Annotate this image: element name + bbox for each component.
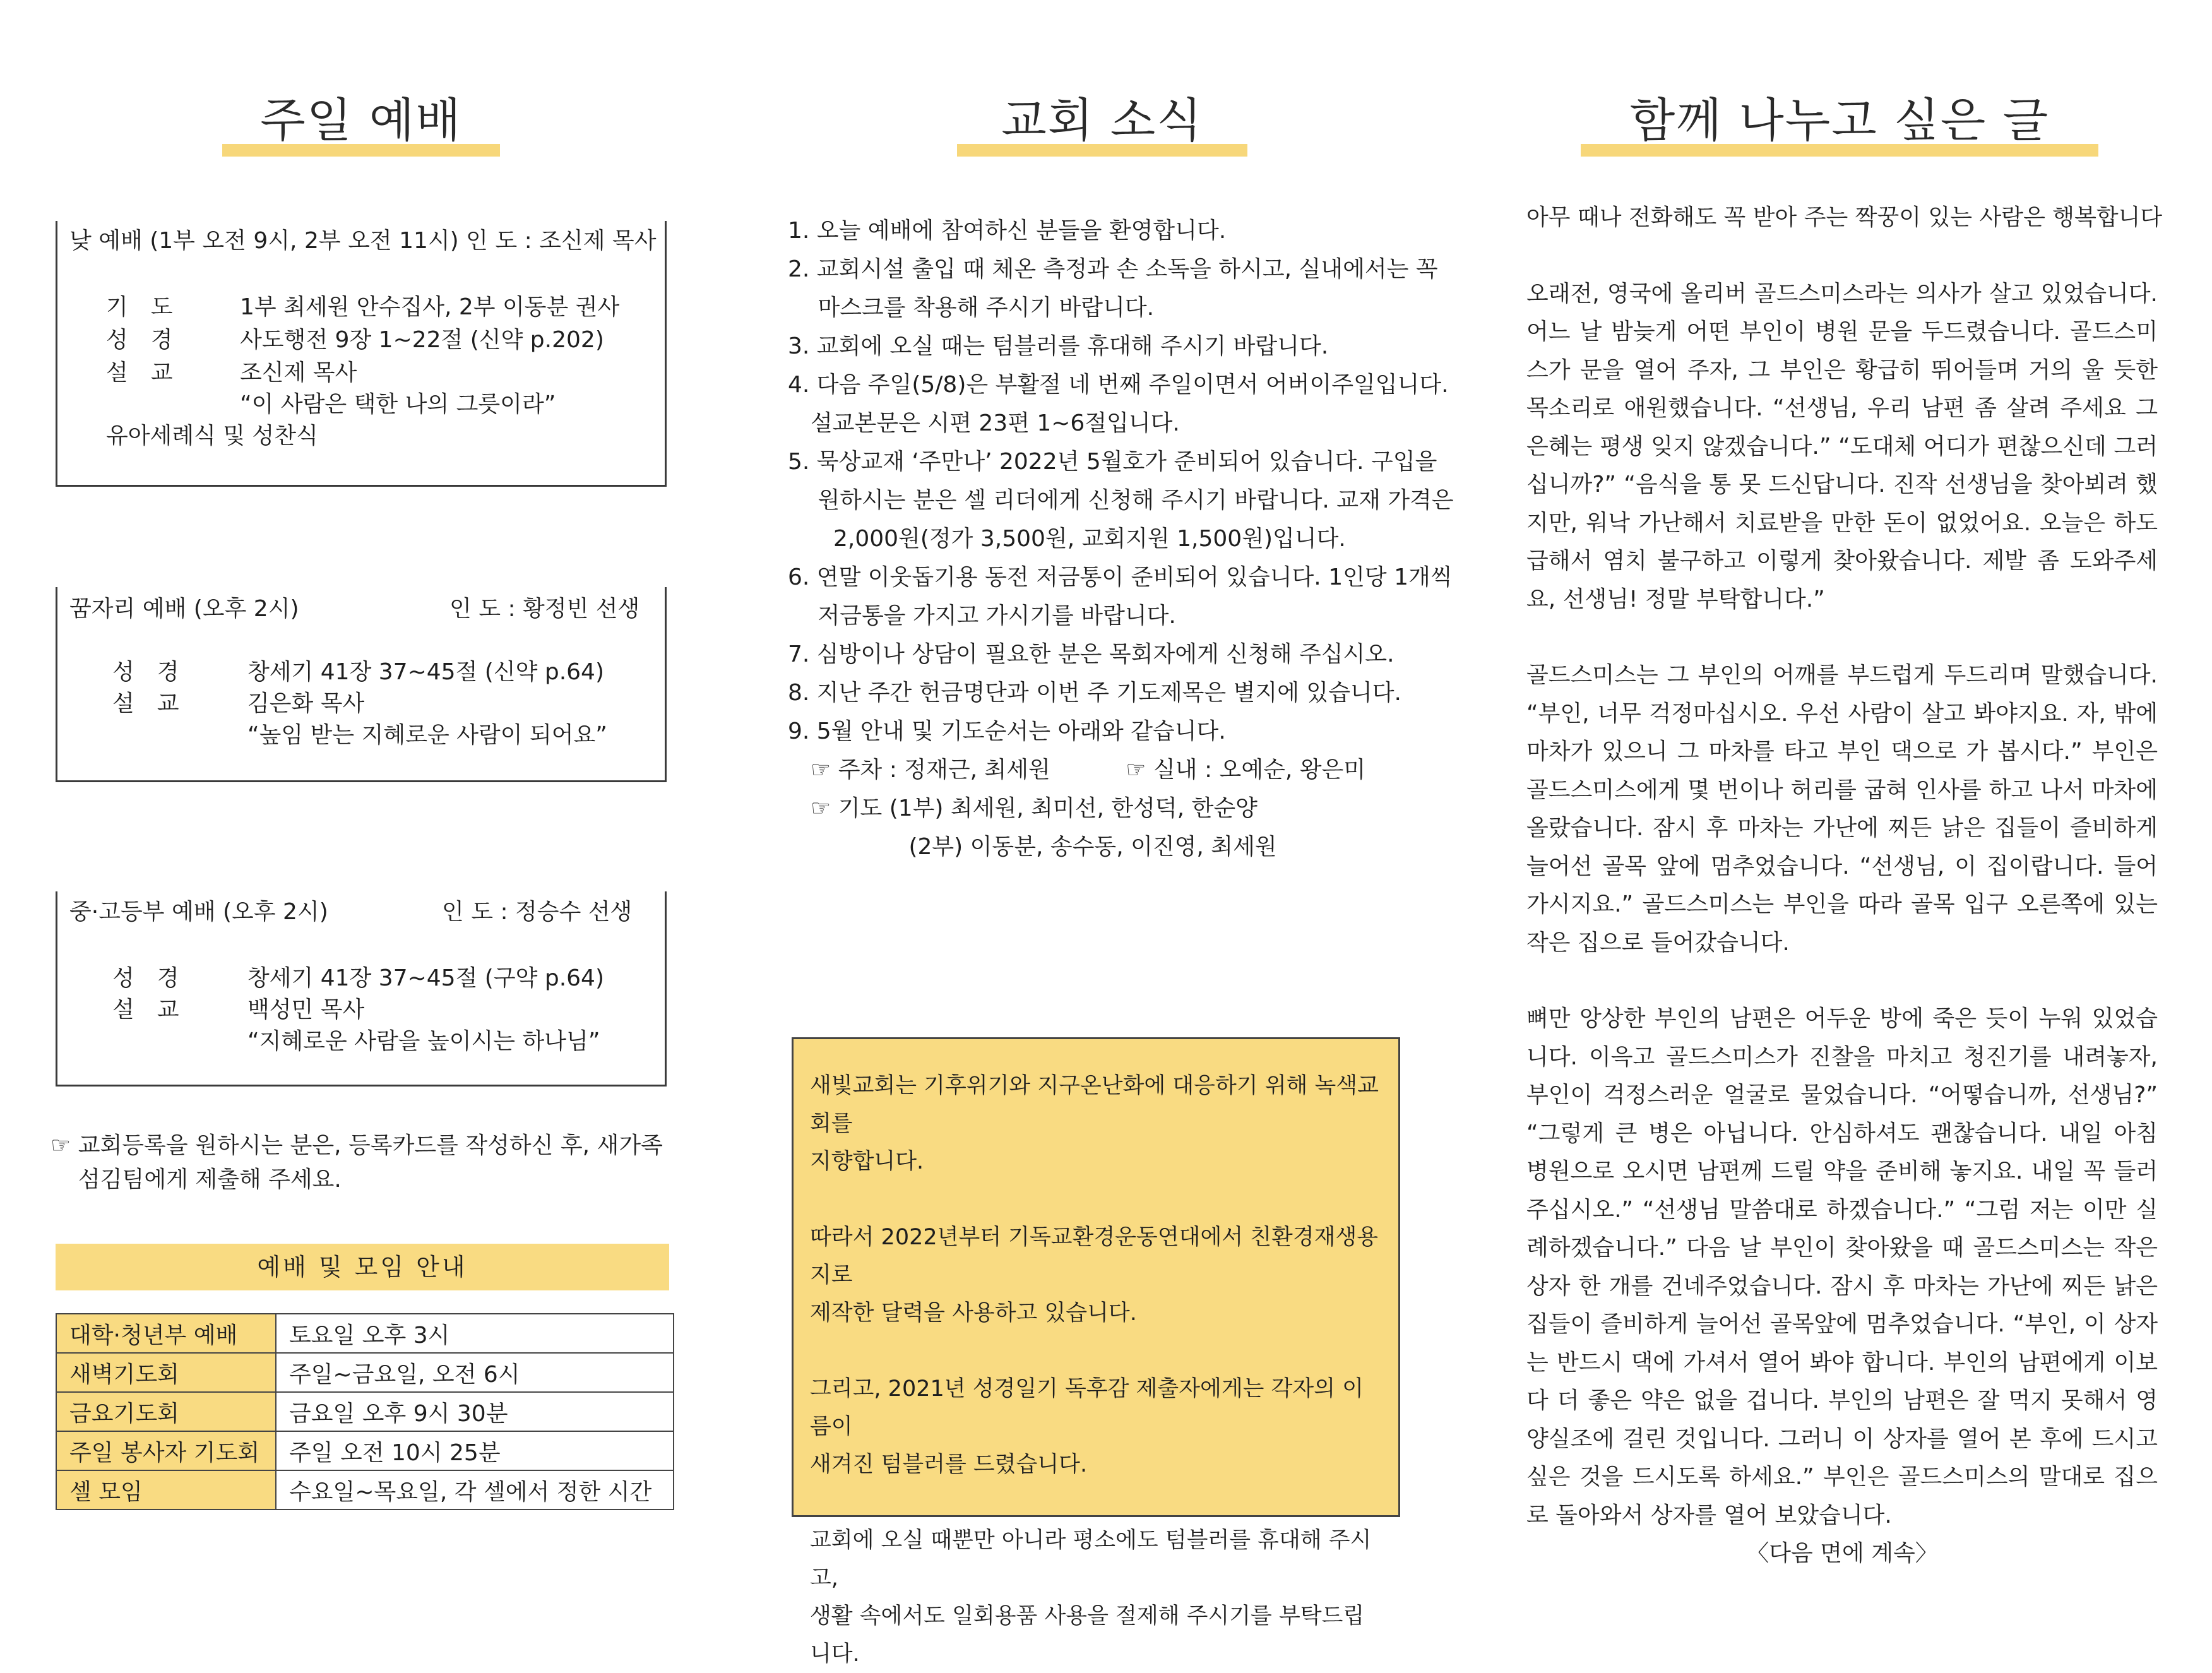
- green-box-text: 지향합니다.: [810, 1149, 924, 1174]
- list-item: 저금통을 가지고 가시기를 바랍니다.: [788, 603, 1176, 629]
- kids-service-preacher: 김은화 목사: [247, 691, 365, 717]
- schedule-name: 새벽기도회: [56, 1353, 276, 1392]
- green-box-text: 새겨진 텀블러를 드렸습니다.: [810, 1452, 1088, 1477]
- schedule-name: 셀 모임: [56, 1470, 276, 1509]
- green-church-box: [792, 1037, 1400, 1667]
- schedule-name: 금요기도회: [56, 1392, 276, 1431]
- schedule-name: 대학·청년부 예배: [56, 1314, 276, 1353]
- page-title-worship: 주일 예배: [260, 93, 462, 148]
- green-box-text: 따라서 2022년부터 기독교환경운동연대에서 친환경재생용지로: [810, 1225, 1379, 1288]
- main-service-label-prayer: 기 도: [106, 294, 173, 320]
- youth-service-label-scripture: 성 경: [112, 965, 179, 991]
- main-service-label-sermon: 설 교: [106, 360, 173, 386]
- main-service-title: 낮 예배 (1부 오전 9시, 2부 오전 11시) 인 도 : 조신제 목사: [69, 228, 657, 254]
- sharing-article: [1526, 199, 2163, 1573]
- article-paragraph: 오래전, 영국에 올리버 골드스미스라는 의사가 살고 있었습니다. 어느 날 밤늦게 어떤 부인이 병원 문을 두드렸습니다. 골드스미스가 문을 열어 주자, 그 부인은 황급히 뛰어들며 거의 울 듯한 목소리로 애원했습니다. “선생님, 우리 남편 좀 살려 주세요 그 은혜는 평생 잊지 않겠습니다.” “도대체 어디가 편찮으신데 그러십니까?” “음식을 통 못 드신답니다. 진작 선생님을 찾아뵈려 했지만, 워낙 가난해서 치료받을 만한 돈이 없었어요. 오늘은 하도 급해서 염치 불구하고 이렇게 찾아왔습니다. 제발 좀 도와주세요, 선생님! 정말 부탁합니다.”: [1526, 280, 2158, 612]
- schedule-title-bar: [56, 1244, 669, 1290]
- list-item: 5. 묵상교재 ‘주만나’ 2022년 5월호가 준비되어 있습니다. 구입을: [788, 449, 1437, 475]
- article-paragraph: 뼈만 앙상한 부인의 남편은 어두운 방에 죽은 듯이 누워 있었습니다. 이윽고 골드스미스가 진찰을 마치고 청진기를 내려놓자, 부인이 걱정스러운 얼굴로 물었습니다. “어떻습니까, 선생님?” “그렇게 큰 병은 아닙니다. 안심하셔도 괜찮습니다. 내일 아침 병원으로 오시면 남편께 드릴 약을 준비해 놓지요. 내일 꼭 들러 주십시오.” “선생님 말씀대로 하겠습니다.” “그럼 저는 이만 실례하겠습니다.” 다음 날 부인이 찾아왔을 때 골드스미스는 작은 상자 한 개를 건네주었습니다. 잠시 후 마차는 가난에 찌든 낡은 집들이 즐비하게 늘어선 골목앞에 멈추었습니다. “부인, 이 상자는 반드시 댁에 가셔서 열어 봐야 합니다. 부인의 남편에게 이보다 더 좋은 약은 없을 겁니다. 부인의 남편은 잘 먹지 못해서 영양실조에 걸린 것입니다. 그러니 이 상자를 열어 본 후에 드시고 싶은 것을 드시도록 하세요.” 부인은 골드스미스의 말대로 집으로 돌아와서 상자를 열어 보았습니다.: [1526, 1006, 2158, 1528]
- list-item: 4. 다음 주일(5/8)은 부활절 네 번째 주일이면서 어버이주일입니다.: [788, 372, 1449, 398]
- list-item: ☞ 기도 (1부) 최세원, 최미선, 한성덕, 한순양: [788, 795, 1258, 821]
- table-row: [56, 1314, 674, 1353]
- table-row: [56, 1392, 674, 1431]
- kids-service-scripture: 창세기 41장 37~45절 (신약 p.64): [247, 659, 604, 685]
- table-row: [56, 1431, 674, 1470]
- main-service-prayer: 1부 최세원 안수집사, 2부 이동분 권사: [240, 294, 620, 320]
- page-title-sharing: 함께 나누고 싶은 글: [1629, 93, 2050, 148]
- news-list: [788, 211, 1454, 866]
- main-service-preacher: 조신제 목사: [240, 360, 357, 386]
- youth-service-sermon-title: “지혜로운 사람을 높이시는 하나님”: [247, 1028, 600, 1054]
- list-item: 9. 5월 안내 및 기도순서는 아래와 같습니다.: [788, 718, 1226, 744]
- green-box-text: 새빛교회는 기후위기와 지구온난화에 대응하기 위해 녹색교회를: [810, 1073, 1379, 1136]
- green-box-text: 교회에 오실 때뿐만 아니라 평소에도 텀블러를 휴대해 주시고,: [810, 1528, 1372, 1591]
- schedule-time: 금요일 오후 9시 30분: [276, 1392, 674, 1431]
- list-item: (2부) 이동분, 송수동, 이진영, 최세원: [788, 834, 1277, 860]
- list-item: 원하시는 분은 셀 리더에게 신청해 주시기 바랍니다. 교재 가격은: [788, 487, 1454, 513]
- list-item: 7. 심방이나 상담이 필요한 분은 목회자에게 신청해 주십시오.: [788, 641, 1394, 667]
- schedule-table: [56, 1313, 674, 1510]
- list-item: ☞ 주차 : 정재근, 최세원 ☞ 실내 : 오예순, 왕은미: [788, 757, 1366, 783]
- youth-service-scripture: 창세기 41장 37~45절 (구약 p.64): [247, 965, 604, 991]
- article-subtitle: 아무 때나 전화해도 꼭 받아 주는 짝꿍이 있는 사람은 행복합니다: [1526, 205, 2163, 230]
- schedule-time: 토요일 오후 3시: [276, 1314, 674, 1353]
- schedule-time: 수요일~목요일, 각 셀에서 정한 시간: [276, 1470, 674, 1509]
- registration-note-line1: ☞ 교회등록을 원하시는 분은, 등록카드를 작성하신 후, 새가족: [51, 1133, 663, 1158]
- youth-service-label-sermon: 설 교: [112, 997, 179, 1023]
- kids-service-title: 꿈자리 예배 (오후 2시): [69, 596, 299, 622]
- list-item: 1. 오늘 예배에 참여하신 분들을 환영합니다.: [788, 218, 1227, 244]
- green-box-text: 생활 속에서도 일회용품 사용을 절제해 주시기를 부탁드립니다.: [810, 1604, 1365, 1667]
- article-paragraph: 골드스미스는 그 부인의 어깨를 부드럽게 두드리며 말했습니다. “부인, 너무 걱정마십시오. 우선 사람이 살고 봐야지요. 자, 밖에 마차가 있으니 그 마차를 타고 부인 댁으로 가 봅시다.” 부인은 골드스미스에게 몇 번이나 허리를 굽혀 인사를 하고 나서 마차에 올랐습니다. 잠시 후 마차는 가난에 찌든 낡은 집들이 즐비하게 늘어선 골목 앞에 멈추었습니다. “선생님, 이 집이랍니다. 들어가시지요.” 골드스미스는 부인을 따라 골목 입구 오른쪽에 있는 작은 집으로 들어갔습니다.: [1526, 662, 2158, 956]
- list-item: 2,000원(정가 3,500원, 교회지원 1,500원)입니다.: [788, 526, 1346, 552]
- schedule-time: 주일~금요일, 오전 6시: [276, 1353, 674, 1392]
- table-row: [56, 1353, 674, 1392]
- table-row: [56, 1470, 674, 1509]
- youth-service-title: 중·고등부 예배 (오후 2시): [69, 899, 328, 925]
- green-box-text: 그리고, 2021년 성경일기 독후감 제출자에게는 각자의 이름이: [810, 1376, 1364, 1439]
- kids-service-sermon-title: “높임 받는 지혜로운 사람이 되어요”: [247, 722, 607, 748]
- list-item: 8. 지난 주간 헌금명단과 이번 주 기도제목은 별지에 있습니다.: [788, 680, 1401, 706]
- youth-service-preacher: 백성민 목사: [247, 997, 365, 1023]
- article-continued: 〈다음 면에 계속〉: [1746, 1540, 1938, 1566]
- registration-note-line2: 섬김팀에게 제출해 주세요.: [78, 1167, 342, 1193]
- green-box-text: 제작한 달력을 사용하고 있습니다.: [810, 1301, 1137, 1326]
- list-item: 2. 교회시설 출입 때 체온 측정과 손 소독을 하시고, 실내에서는 꼭: [788, 256, 1438, 282]
- main-service-scripture: 사도행전 9장 1~22절 (신약 p.202): [240, 327, 604, 353]
- list-item: 6. 연말 이웃돕기용 동전 저금통이 준비되어 있습니다. 1인당 1개씩: [788, 564, 1453, 590]
- main-service-sermon-title: “이 사람은 택한 나의 그릇이라”: [240, 391, 556, 417]
- kids-service-label-sermon: 설 교: [112, 691, 179, 717]
- schedule-title: 예배 및 모임 안내: [257, 1253, 468, 1281]
- list-item: 설교본문은 시편 23편 1~6절입니다.: [788, 410, 1180, 436]
- main-service-label-scripture: 성 경: [106, 327, 173, 353]
- main-service-extra: 유아세례식 및 성찬식: [106, 423, 318, 449]
- kids-service-label-scripture: 성 경: [112, 659, 179, 685]
- page-title-news: 교회 소식: [1001, 93, 1203, 148]
- list-item: 마스크를 착용해 주시기 바랍니다.: [788, 295, 1155, 321]
- kids-service-leader: 인 도 : 황정빈 선생: [449, 596, 640, 622]
- schedule-time: 주일 오전 10시 25분: [276, 1431, 674, 1470]
- schedule-name: 주일 봉사자 기도회: [56, 1431, 276, 1470]
- youth-service-leader: 인 도 : 정승수 선생: [442, 899, 633, 925]
- list-item: 3. 교회에 오실 때는 텀블러를 휴대해 주시기 바랍니다.: [788, 333, 1329, 359]
